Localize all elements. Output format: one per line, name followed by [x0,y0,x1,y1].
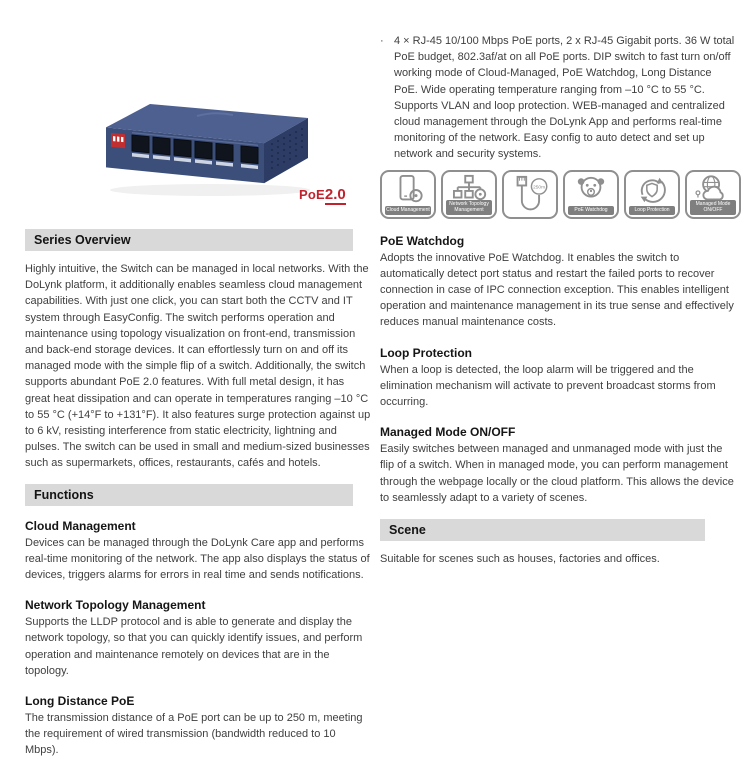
feature-network-topology [441,170,497,219]
icon-label: PoE Watchdog [568,206,614,215]
heading-loop-protection: Loop Protection [380,345,472,360]
feature-long-distance-poe [502,170,558,219]
right-column [380,33,738,567]
heading-poe-watchdog: PoE Watchdog [380,233,465,248]
poe-watchdog-icon [568,174,614,206]
series-overview-body: Highly intuitive, the Switch can be managed in local networks. With the DoLynk platform, it additionally enables seamless cloud management capabilities. With just one click, you can start both the CCTV and IT system through EasyConfig. The switch performs operation and maintenance using topology visualization on front-end, transmission and back-end storage devices. It can effortlessly turn on and off its managed mode with the simple flip of a switch. Additionally, the switch supports abundant PoE 2.0 features. With full metal design, it has great heat dissipation and can operate in temperatures ranging –10 °C to 55 °C (+14°F to +131°F). It also features surge protection against up to 6 kV, resisting interference from static electricity, lightning and pulses. The switch can be used in small and medium-sized businesses such as supermarkets, offices, restaurants, cafés and hotels. [25,263,371,470]
feature-poe-watchdog [563,170,619,219]
network-topology-body: Supports the LLDP protocol and is able to generate and display the network topology, so that you can quickly identify issues, and perform operation and maintenance remotely on devices that are in the topology. [25,616,363,677]
long-distance-poe-body: The transmission distance of a PoE port can be up to 250 m, meeting the requirement of wired transmission (bandwidth reduced to 10 Mbps). [25,712,363,757]
feature-loop-protection [624,170,680,219]
scene-body: Suitable for scenes such as houses, factories and offices. [380,553,660,566]
heading-cloud-management: Cloud Management [25,518,136,533]
cloud-management-icon [385,174,431,206]
icon-250m-badge: 250m [533,184,546,190]
heading-long-distance-poe: Long Distance PoE [25,694,135,709]
icon-label: Managed Mode ON/OFF [690,200,736,215]
feature-bullet [380,33,738,163]
section-header-functions: Functions [25,484,353,506]
feature-icon-row [380,170,738,219]
icon-label: Network Topology Management [446,200,492,215]
heading-network-topology: Network Topology Management [25,598,206,613]
poe2-badge [299,186,346,204]
section-header-scene: Scene [380,519,705,541]
icon-label: Cloud Management [386,207,430,214]
loop-protection-icon [629,174,675,206]
feature-cloud-management [380,170,436,219]
long-distance-poe-icon [507,174,553,218]
section-header-series-overview: Series Overview [25,229,353,251]
icon-label: Loop Protection [629,206,675,215]
feature-managed-mode [685,170,741,219]
heading-managed-mode: Managed Mode ON/OFF [380,425,516,440]
managed-mode-body: Easily switches between managed and unmanaged mode with just the flip of a switch. When in managed mode, you can perform management through the webpage locally or the cloud platform. This allows the device to seamlessly adapt to a variety of scenes. [380,443,734,504]
poe-badge-prefix: PoE [299,187,325,202]
loop-protection-body: When a loop is detected, the loop alarm will be triggered and the elimination mechanism will activate to prevent broadcast storms from occurring. [380,363,716,409]
bullet-dot: · [380,35,384,47]
feature-bullet-text: 4 × RJ-45 10/100 Mbps PoE ports, 2 x RJ-45 Gigabit ports. 36 W total PoE budget, 802.3af/at on all PoE ports. DIP switch to fast turn on/off working mode of Cloud-Managed, PoE Watchdog, Long Distance PoE. Wide operating temperature ranging from –10 °C to 55 °C. Supports VLAN and loop protection. WEB-managed and centralized cloud management through the DoLynk App and performs real-time monitoring of the network. Easy config to auto detect and set up network and security systems. [394,35,735,161]
left-column [25,229,372,759]
poe-badge-version: 2.0 [324,186,346,203]
cloud-management-body: Devices can be managed through the DoLynk Care app and performs real-time monitoring of the network. The app also displays the status of devices, triggers alarms for errors in real time and sends notifications. [25,536,370,582]
poe-watchdog-body: Adopts the innovative PoE Watchdog. It enables the switch to automatically detect port status and restart the failed ports to recover connection in case of IPC connection exception. This enables intelligent operation and maintenance management in its true sense and effectively reduces manual maintenance costs. [380,251,734,329]
